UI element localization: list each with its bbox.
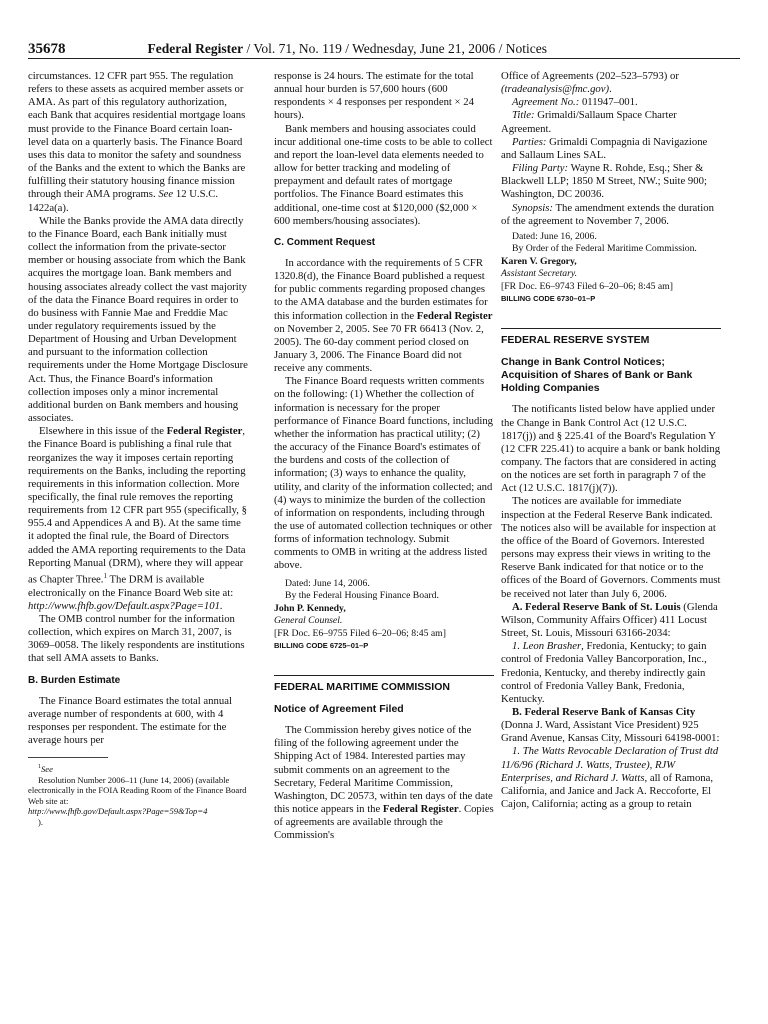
dated-line: Dated: June 16, 2006. xyxy=(512,230,597,242)
text: The DRM is available electronically on the Finance Board Web site at: xyxy=(28,573,234,599)
text: Karen V. Gregory, xyxy=(501,255,577,267)
text: . xyxy=(609,83,612,96)
reserve-bank-b xyxy=(501,706,721,745)
signer-name xyxy=(274,603,494,616)
dated-line: Dated: June 14, 2006. xyxy=(285,577,370,589)
fr-doc-line: [FR Doc. E6–9743 Filed 6–20–06; 8:45 am] xyxy=(501,280,673,292)
column-1 xyxy=(28,70,248,828)
footnote-marker[interactable]: 1 xyxy=(103,571,107,580)
paragraph: The notificants listed below have applied under the Change in Bank Control Act (12 U.S.C. 1817(j)) and § 225.41 of the Board's Regulation Y (12 CFR 225.41) to acquire a bank or bank holding company. The factors that are considered in acting on the notices are set forth in paragraph 7 of the Act (12 U.S.C. 1817(j)(7)). xyxy=(501,403,721,495)
section-heading-b: B. Burden Estimate xyxy=(28,674,121,686)
text: ). xyxy=(38,817,44,828)
text: 12 U.S.C. 1422a(a). xyxy=(28,188,219,214)
label: A. Federal Reserve Bank of St. Louis xyxy=(512,600,681,613)
label: Agreement No.: xyxy=(512,96,580,109)
fhfb-link[interactable]: http://www.fhfb.gov/Default.aspx?Page=101. xyxy=(28,599,223,612)
agreement-title xyxy=(501,109,721,135)
paragraph xyxy=(501,70,721,96)
notificant-b1 xyxy=(501,745,721,811)
text: General Counsel. xyxy=(274,615,343,627)
label: Filing Party: xyxy=(512,162,569,175)
signer-title xyxy=(274,615,494,628)
text: , all of Ramona, California, and Janice and Jack A. Reccoforte, El Cajon, California; acting as a group to retain xyxy=(501,771,714,811)
label: Synopsis: xyxy=(512,201,553,214)
federal-register-ref: Federal Register xyxy=(382,803,459,816)
value: The amendment extends the duration of the agreement to November 7, 2006. xyxy=(501,201,714,227)
value: Grimaldi Compagnia di Navigazione and Sallaum Lines SAL. xyxy=(501,135,708,161)
footnote-number: 1 xyxy=(38,764,41,771)
paragraph: The OMB control number for the information collection, which expires on March 31, 2007, is 3069–0058. The likely respondents are institutions that sell AMA assets to Banks. xyxy=(28,612,245,665)
value: 011947–001. xyxy=(579,96,638,109)
journal-name: Federal Register xyxy=(147,41,244,56)
page-number: 35678 xyxy=(28,41,66,57)
signer-name xyxy=(501,256,721,269)
text: on November 2, 2005. See 70 FR 66413 (Nov. 2, 2005). The 60-day comment period closed on January 3, 2006. The Finance Board did not receive any comments. xyxy=(274,322,484,375)
agency-heading: FEDERAL RESERVE SYSTEM xyxy=(501,328,721,346)
footnote xyxy=(28,757,247,828)
signer-title xyxy=(501,268,721,281)
notificant-a1 xyxy=(501,640,721,706)
notice-subject: Change in Bank Control Notices; Acquisition of Shares of Bank or Bank Holding Companies xyxy=(501,356,693,395)
text: (Glenda Wilson, Community Affairs Officer) 411 Locust Street, St. Louis, Missouri 63166-2034: xyxy=(501,600,718,640)
header-title xyxy=(148,40,548,58)
billing-code: BILLING CODE 6725–01–P xyxy=(274,641,369,651)
label: Parties: xyxy=(512,135,547,148)
paragraph xyxy=(28,425,248,613)
text: John P. Kennedy, xyxy=(274,602,346,614)
paragraph: The Finance Board estimates the total annual average number of respondents at 600, with 4 responses per respondent. The estimate for the average hours per xyxy=(28,694,232,747)
billing-code: BILLING CODE 6730–01–P xyxy=(501,294,596,304)
by-order-line: By Order of the Federal Maritime Commission. xyxy=(512,243,697,255)
agency-heading: FEDERAL MARITIME COMMISSION xyxy=(274,675,494,693)
reserve-bank-a xyxy=(501,601,721,640)
section-heading-c: C. Comment Request xyxy=(274,236,376,248)
text: . Copies of agreements are available through the Commission's xyxy=(274,803,494,842)
federal-register-ref: Federal Register xyxy=(416,309,493,322)
label: Title: xyxy=(512,109,535,122)
label: 1. The Watts Revocable Declaration of Trust dtd 11/6/96 (Richard J. Watts, Trustee), RJW Enterprises, and Richard J. Watts xyxy=(501,745,719,784)
text: (Donna J. Ward, Assistant Vice President) 925 Grand Avenue, Kansas City, Missouri 64198-0001: xyxy=(501,719,720,745)
value: Grimaldi/Sallaum Space Charter Agreement. xyxy=(501,109,677,135)
agreement-number xyxy=(501,96,721,109)
text: Assistant Secretary. xyxy=(501,268,578,280)
paragraph: While the Banks provide the AMA data directly to the Finance Board, each Bank initially must collect the information from the private-sector member or housing associate from which the Bank acquires the mortgage loan. Bank members and housing associates already collect the vast majority of the data the Finance Board requires in order to do business with Fannie Mae and Freddie Mac under regulatory requirements issued by the Department of Housing and Urban Development and pursuant to the information collection requirements under the Home Mortgage Disclosure Act. Thus, the Finance Board's information collection imposes only a minor incremental additional burden on Bank members and housing associates. xyxy=(28,214,248,425)
label: B. Federal Reserve Bank of Kansas City xyxy=(512,705,696,718)
text: , Fredonia, Kentucky; to gain control of Fredonia Valley Bancorporation, Inc., Fredonia, Kentucky, and thereby indirectly gain control of Fredonia Valley Bank, Fredonia, Kentucky. xyxy=(501,640,707,705)
foia-link[interactable]: http://www.fhfb.gov/Default.aspx?Page=59&Top=4 xyxy=(28,806,208,817)
footnote-text xyxy=(28,762,248,827)
text: In accordance with the requirements of 5 CFR 1320.8(d), the Finance Board published a request for public comments regarding proposed changes to the AMA database and the burden estimates for this information collection in the xyxy=(274,256,488,322)
fr-doc-line: [FR Doc. E6–9755 Filed 6–20–06; 8:45 am] xyxy=(274,627,446,639)
running-header xyxy=(28,38,740,59)
synopsis xyxy=(501,202,721,228)
italic-see: See xyxy=(41,764,53,775)
text: The Commission hereby gives notice of the filing of the following agreement under the Shipping Act of 1984. Interested parties may submit comments on an agreement to the Secretary, Federal Maritime Commission, Washington, DC 20573, within ten days of the date this notice appears in the xyxy=(274,724,493,816)
paragraph: The Finance Board requests written comments on the following: (1) Whether the collection of information is necessary for the proper performance of Finance Board functions, including whether the information has practical utility; (2) the accuracy of the Finance Board's estimates of the burdens and costs of the collection of information; (3) ways to enhance the quality, utility, and clarity of the information collected; and (4) ways to minimize the burden of the collection of information on respondents, including through the use of automated collection techniques or other forms of information technology. Submit comments to OMB in writing at the address listed above. xyxy=(274,375,494,572)
text: , the Finance Board is publishing a final rule that reorganizes the way it imposes certain reporting requirements on the Banks, including the reporting requirements in this information collection. More specifically, the final rule removes the reporting requirements from 12 CFR part 955 (specifically, § 955.4 and Appendices A and B). At the same time it adopted the final rule, the Board of Directors added the AMA reporting requirements to the Data Reporting Manual (DRM), where they will appear as Chapter Three. xyxy=(28,425,247,586)
paragraph xyxy=(28,70,248,215)
text: Resolution Number 2006–11 (June 14, 2006) (available electronically in the FOIA Reading Room of the Finance Board Web site at: xyxy=(28,774,247,806)
paragraph xyxy=(274,257,494,375)
paragraph: Bank members and housing associates could incur additional one-time costs to be able to collect and report the loan-level data elements needed to allow for better tracking and modeling of prepayment and default rates of mortgage portfolios. The Finance Board estimates this additional, one-time cost at $120,000 ($2,000 × 600 members/housing associates). xyxy=(274,122,493,227)
text: Office of Agreements (202–523–5793) or xyxy=(501,70,679,82)
value: Wayne R. Rohde, Esq.; Sher & Blackwell LLP; 1850 M Street, NW.; Suite 900; Washington, DC 20036. xyxy=(501,162,707,201)
filing-party xyxy=(501,162,721,201)
text: Elsewhere in this issue of the xyxy=(39,425,167,438)
paragraph: The notices are available for immediate inspection at the Federal Reserve Bank indicated. The notices also will be available for inspection at the office of the Board of Governors. Interested persons may express their views in writing to the Reserve Bank indicated for that notice or to the offices of the Board of Governors. Comments must be received not later than July 6, 2006. xyxy=(501,495,721,600)
paragraph: response is 24 hours. The estimate for the total annual hour burden is 57,600 hours (600 respondents × 4 responses per respondent × 24 hours). xyxy=(274,70,474,122)
paragraph xyxy=(274,724,494,842)
italic-see: See xyxy=(158,188,174,201)
label: 1. Leon Brasher xyxy=(512,640,582,653)
column-2 xyxy=(274,70,494,843)
federal-register-ref: Federal Register xyxy=(166,425,243,438)
header-issue: / Vol. 71, No. 119 / Wednesday, June 21, 2006 / Notices xyxy=(243,41,547,56)
by-order-line: By the Federal Housing Finance Board. xyxy=(285,590,439,602)
email-link[interactable]: (tradeanalysis@fmc.gov) xyxy=(501,83,610,96)
agreement-parties xyxy=(501,136,721,162)
text: circumstances. 12 CFR part 955. The regulation refers to these assets as acquired member assets or AMA. As part of this regulatory authorization, each Bank that acquires residential mortgage loans must provide to the Finance Board certain loan-level data on a quarterly basis. The Finance Board uses this data to monitor the safety and soundness of the Banks and the extent to which the Banks are fulfilling their statutory housing finance mission through their AMA programs. xyxy=(28,70,246,201)
notice-title: Notice of Agreement Filed xyxy=(274,703,404,716)
column-3 xyxy=(501,70,721,811)
